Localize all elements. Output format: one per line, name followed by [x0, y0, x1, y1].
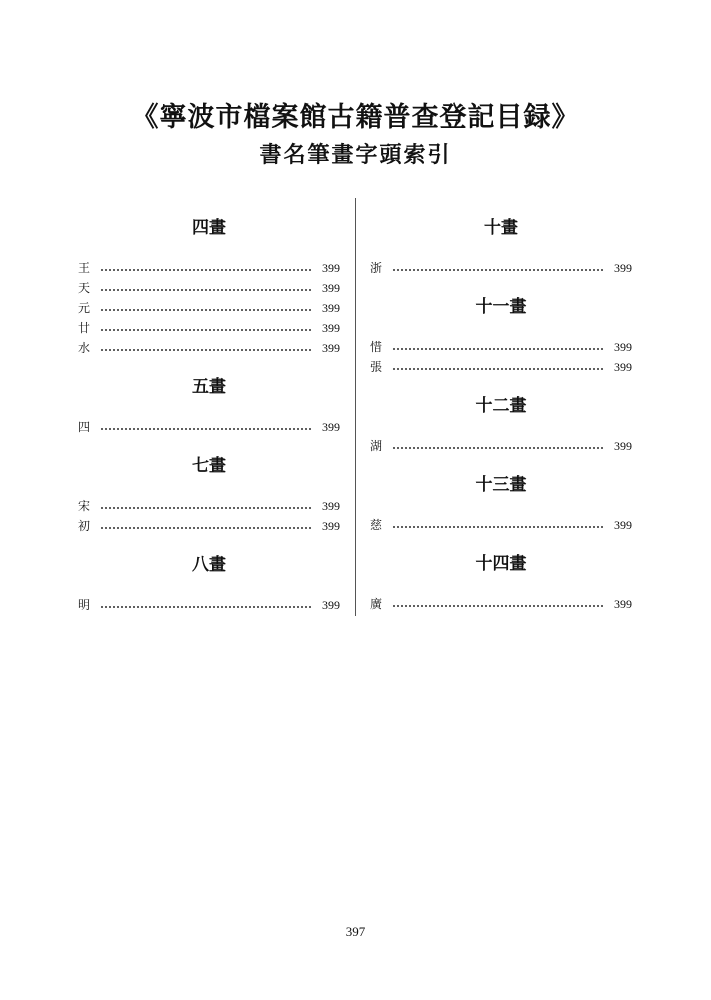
index-column-right	[370, 214, 632, 629]
entry-char: 廣	[370, 597, 383, 611]
entry-char: 張	[370, 360, 383, 374]
section-heading: 十二畫	[475, 396, 527, 416]
index-entry[interactable]	[78, 258, 340, 278]
section-entries	[370, 258, 632, 278]
section-entries	[78, 496, 340, 536]
entry-char: 天	[78, 281, 91, 295]
entry-page: 399	[322, 301, 340, 315]
dot-leader	[100, 417, 313, 437]
column-divider	[355, 198, 356, 616]
section-heading: 十四畫	[475, 554, 527, 574]
entry-page: 399	[322, 341, 340, 355]
page-title: 《寧波市檔案館古籍普查登記目録》	[131, 102, 580, 133]
entry-page: 399	[614, 597, 632, 611]
index-entry[interactable]	[78, 496, 340, 516]
index-entry[interactable]	[370, 258, 632, 278]
entry-page: 399	[614, 340, 632, 354]
section-heading: 十畫	[484, 218, 518, 238]
section-entries	[370, 594, 632, 614]
entry-page: 399	[614, 360, 632, 374]
index-entry[interactable]	[370, 515, 632, 535]
index-entry[interactable]	[78, 298, 340, 318]
index-entry[interactable]	[370, 436, 632, 456]
section-entries	[370, 515, 632, 535]
dot-leader	[392, 258, 605, 278]
section-entries	[370, 337, 632, 377]
entry-page: 399	[322, 321, 340, 335]
section-heading: 八畫	[192, 555, 226, 575]
section-entries	[78, 595, 340, 615]
entry-char: 慈	[370, 518, 383, 532]
dot-leader	[100, 516, 313, 536]
entry-char: 明	[78, 598, 91, 612]
index-entry[interactable]	[78, 278, 340, 298]
entry-char: 惜	[370, 340, 383, 354]
entry-page: 399	[614, 439, 632, 453]
section-heading: 五畫	[192, 377, 226, 397]
index-entry[interactable]	[370, 337, 632, 357]
dot-leader	[392, 436, 605, 456]
entry-char: 湖	[370, 439, 383, 453]
index-entry[interactable]	[370, 594, 632, 614]
index-entry[interactable]	[78, 516, 340, 536]
index-column-left	[78, 214, 340, 630]
entry-page: 399	[322, 598, 340, 612]
entry-char: 水	[78, 341, 91, 355]
entry-page: 399	[322, 519, 340, 533]
dot-leader	[392, 594, 605, 614]
entry-char: 王	[78, 261, 91, 275]
entry-page: 399	[322, 499, 340, 513]
dot-leader	[392, 337, 605, 357]
section-heading: 四畫	[192, 218, 226, 238]
entry-char: 四	[78, 420, 91, 434]
index-entry[interactable]	[78, 338, 340, 358]
dot-leader	[100, 258, 313, 278]
section-entries	[78, 417, 340, 437]
index-entry[interactable]	[78, 417, 340, 437]
dot-leader	[100, 496, 313, 516]
entry-page: 399	[322, 420, 340, 434]
dot-leader	[100, 338, 313, 358]
page-number: 397	[345, 924, 366, 939]
entry-page: 399	[614, 261, 632, 275]
dot-leader	[100, 298, 313, 318]
index-entry[interactable]	[78, 595, 340, 615]
page-subtitle: 書名筆畫字頭索引	[259, 143, 452, 168]
dot-leader	[100, 318, 313, 338]
section-heading: 十一畫	[475, 297, 527, 317]
entry-char: 廿	[78, 321, 91, 335]
section-entries	[370, 436, 632, 456]
entry-char: 初	[78, 519, 91, 533]
entry-char: 宋	[78, 499, 91, 513]
dot-leader	[392, 357, 605, 377]
entry-page: 399	[614, 518, 632, 532]
entry-char: 元	[78, 301, 91, 315]
section-heading: 十三畫	[475, 475, 527, 495]
entry-char: 浙	[370, 261, 383, 275]
dot-leader	[100, 278, 313, 298]
dot-leader	[100, 595, 313, 615]
index-entry[interactable]	[370, 357, 632, 377]
index-entry[interactable]	[78, 318, 340, 338]
entry-page: 399	[322, 261, 340, 275]
section-entries	[78, 258, 340, 358]
dot-leader	[392, 515, 605, 535]
section-heading: 七畫	[192, 456, 226, 476]
entry-page: 399	[322, 281, 340, 295]
